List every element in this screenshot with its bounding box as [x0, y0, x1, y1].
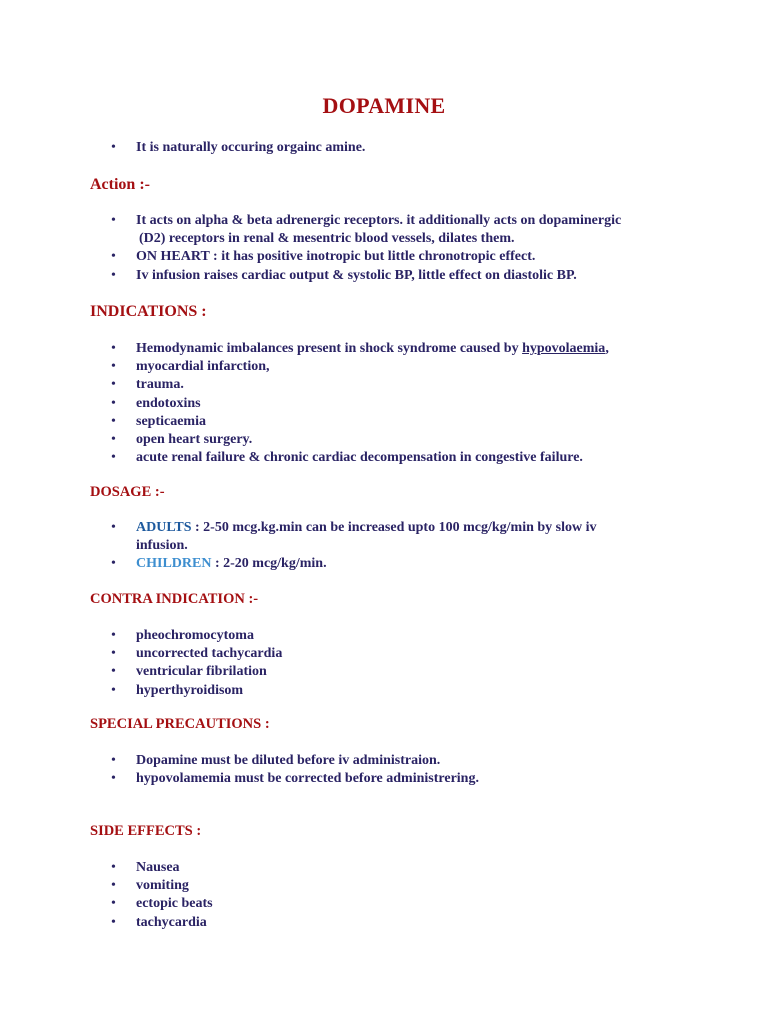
list-item: • ectopic beats — [0, 895, 700, 913]
adults-dose-text: : 2-50 mcg.kg.min can be increased upto 100 mcg/kg/min by slow iv — [191, 520, 597, 535]
list-item: • ON HEART : it has positive inotropic but little chronotropic effect. — [0, 248, 700, 266]
list-item: • acute renal failure & chronic cardiac decompensation in congestive failure. — [0, 449, 700, 467]
side-effects-list — [0, 859, 700, 932]
list-item: • hypovolamemia must be corrected before administrering. — [0, 770, 700, 788]
list-item: • tachycardia — [0, 914, 700, 932]
list-item: • trauma. — [0, 376, 700, 394]
list-item: • endotoxins — [0, 395, 700, 413]
list-item: • vomiting — [0, 877, 700, 895]
list-item-text-continued: (D2) receptors in renal & mesentric blood vessels, dilates them. — [139, 231, 515, 247]
dosage-list — [0, 519, 700, 574]
indications-list — [0, 340, 700, 467]
list-item — [0, 212, 700, 248]
action-list — [0, 212, 700, 285]
list-item — [0, 340, 700, 358]
contra-indication-heading: CONTRA INDICATION :- — [90, 591, 259, 607]
list-item: • septicaemia — [0, 413, 700, 431]
list-item: • uncorrected tachycardia — [0, 645, 700, 663]
page-title: DOPAMINE — [322, 93, 446, 118]
hypovolaemia-link[interactable]: hypovolaemia — [522, 341, 606, 356]
dosage-heading: DOSAGE :- — [90, 484, 165, 500]
list-item-text: Hemodynamic imbalances present in shock syndrome caused by — [136, 341, 523, 356]
list-item: • open heart surgery. — [0, 431, 700, 449]
indications-heading: INDICATIONS : — [90, 303, 207, 320]
special-precautions-heading: SPECIAL PRECAUTIONS : — [90, 716, 270, 732]
side-effects-heading: SIDE EFFECTS : — [90, 823, 202, 839]
list-item-text: It acts on alpha & beta adrenergic receptors. it additionally acts on dopaminergic — [136, 213, 622, 228]
action-heading: Action :- — [90, 176, 150, 193]
children-label: CHILDREN — [136, 556, 212, 572]
intro-list — [0, 139, 700, 157]
special-precautions-list — [0, 752, 700, 788]
children-dose-text: : 2-20 mcg/kg/min. — [211, 556, 327, 572]
list-item: • pheochromocytoma — [0, 627, 700, 645]
list-item: • ventricular fibrilation — [0, 663, 700, 681]
list-item: • Nausea — [0, 859, 700, 877]
list-item: • Iv infusion raises cardiac output & systolic BP, little effect on diastolic BP. — [0, 267, 700, 285]
adults-dose-text-continued: infusion. — [136, 538, 188, 554]
contra-indication-list — [0, 627, 700, 700]
adults-label: ADULTS — [136, 520, 192, 535]
list-item: • Dopamine must be diluted before iv administraion. — [0, 752, 700, 770]
list-item: • It is naturally occuring orgainc amine. — [0, 139, 700, 157]
list-item — [0, 519, 700, 555]
list-item: • hyperthyroidisom — [0, 682, 700, 700]
list-item-text: , — [605, 341, 609, 356]
list-item — [0, 555, 700, 573]
list-item: • myocardial infarction, — [0, 358, 700, 376]
